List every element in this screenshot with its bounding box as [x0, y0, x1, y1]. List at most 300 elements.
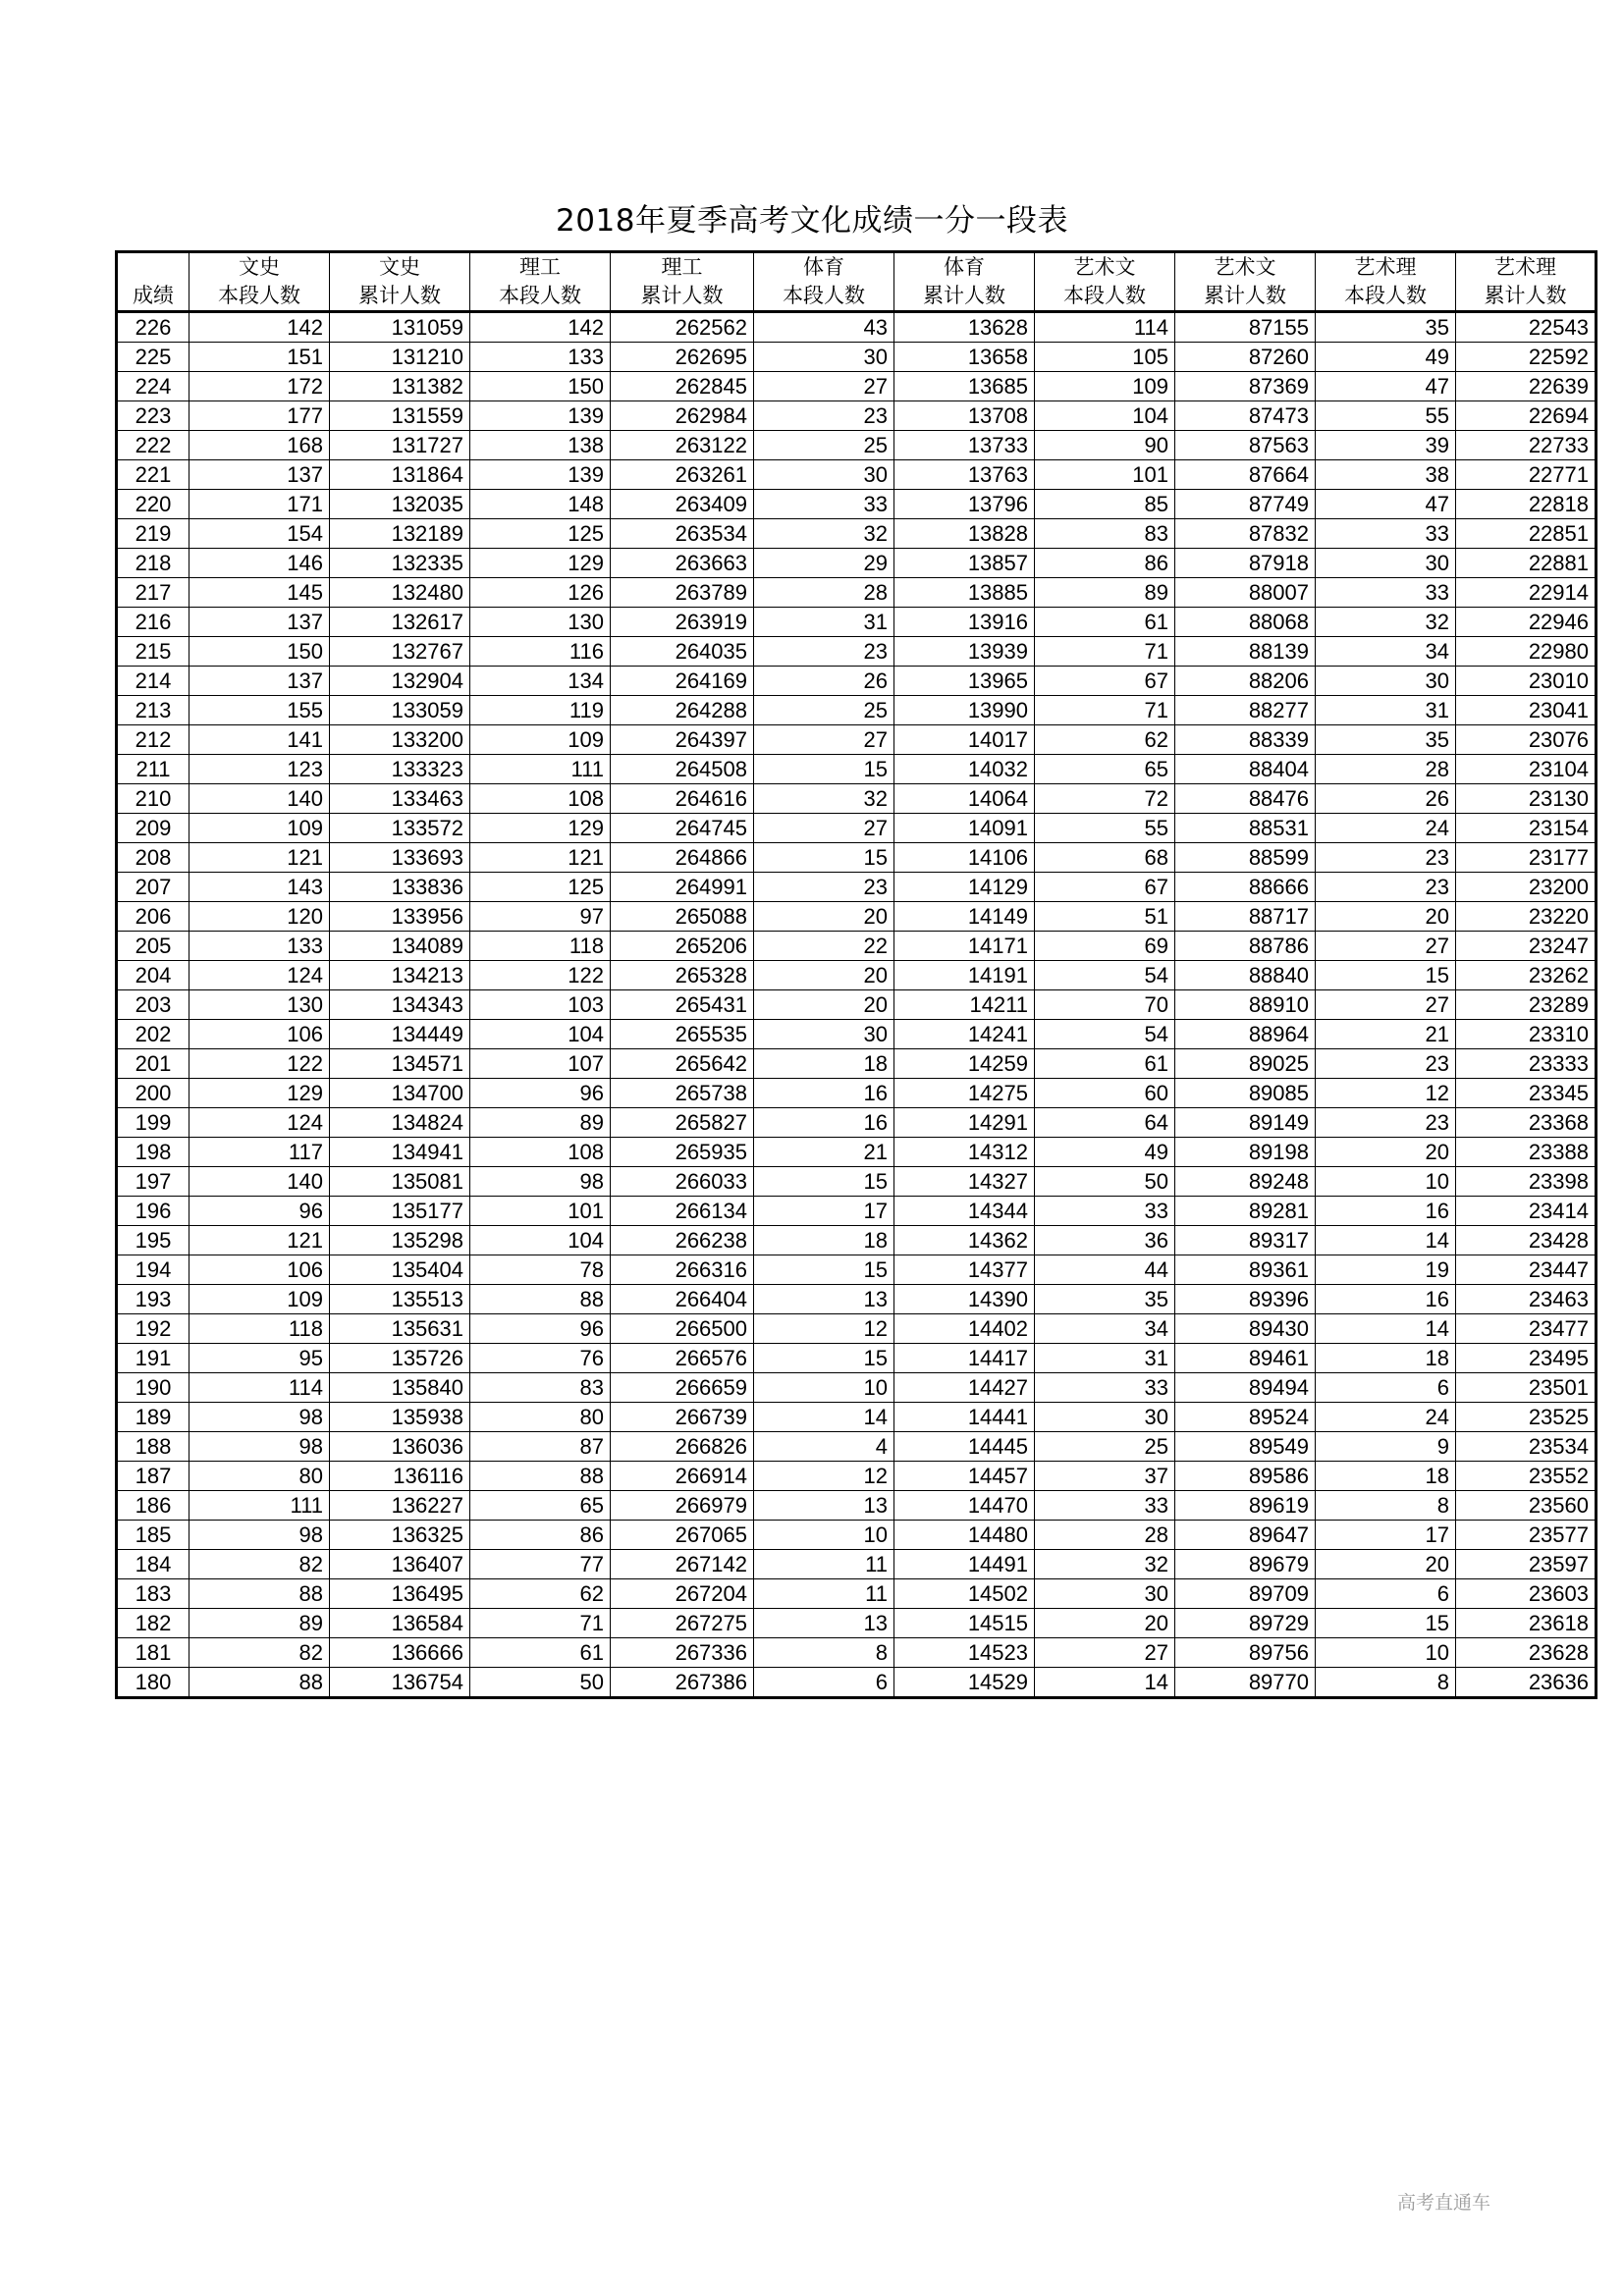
data-cell: 23560: [1456, 1491, 1597, 1521]
data-cell: 142: [189, 312, 330, 343]
data-cell: 14091: [894, 814, 1035, 843]
data-cell: 107: [470, 1049, 611, 1079]
data-cell: 129: [470, 549, 611, 578]
data-cell: 263663: [611, 549, 754, 578]
score-cell: 185: [117, 1521, 189, 1550]
score-cell: 184: [117, 1550, 189, 1579]
data-cell: 264169: [611, 667, 754, 696]
score-cell: 223: [117, 401, 189, 431]
data-cell: 64: [1035, 1108, 1175, 1138]
data-cell: 14064: [894, 784, 1035, 814]
data-cell: 133: [470, 343, 611, 372]
data-cell: 14149: [894, 902, 1035, 932]
data-cell: 265206: [611, 932, 754, 961]
score-cell: 187: [117, 1462, 189, 1491]
data-cell: 13763: [894, 460, 1035, 490]
data-cell: 30: [1316, 549, 1456, 578]
column-header-metric-1: 本段人数: [218, 284, 300, 307]
data-cell: 23: [754, 637, 894, 667]
data-cell: 88599: [1175, 843, 1316, 873]
data-cell: 266033: [611, 1167, 754, 1197]
data-cell: 69: [1035, 932, 1175, 961]
data-cell: 89149: [1175, 1108, 1316, 1138]
data-cell: 30: [1316, 667, 1456, 696]
data-cell: 132035: [330, 490, 470, 519]
data-cell: 32: [754, 519, 894, 549]
data-cell: 14259: [894, 1049, 1035, 1079]
data-cell: 22543: [1456, 312, 1597, 343]
data-cell: 264288: [611, 696, 754, 725]
data-cell: 121: [189, 1226, 330, 1255]
data-cell: 131864: [330, 460, 470, 490]
column-header-subject-3: 理工: [519, 255, 561, 279]
score-cell: 218: [117, 549, 189, 578]
data-cell: 16: [754, 1079, 894, 1108]
column-header-subject-0: [118, 253, 189, 282]
score-cell: 200: [117, 1079, 189, 1108]
data-cell: 86: [470, 1521, 611, 1550]
data-cell: 139: [470, 401, 611, 431]
data-cell: 12: [754, 1462, 894, 1491]
data-cell: 23577: [1456, 1521, 1597, 1550]
data-cell: 111: [189, 1491, 330, 1521]
column-header-subject-5: 体育: [803, 255, 844, 279]
data-cell: 17: [754, 1197, 894, 1226]
data-cell: 14: [754, 1403, 894, 1432]
data-cell: 96: [470, 1079, 611, 1108]
data-cell: 14502: [894, 1579, 1035, 1609]
data-cell: 4: [754, 1432, 894, 1462]
data-cell: 88531: [1175, 814, 1316, 843]
data-cell: 265827: [611, 1108, 754, 1138]
data-cell: 121: [189, 843, 330, 873]
data-cell: 83: [1035, 519, 1175, 549]
data-cell: 65: [1035, 755, 1175, 784]
data-cell: 89281: [1175, 1197, 1316, 1226]
data-cell: 122: [470, 961, 611, 990]
data-cell: 108: [470, 784, 611, 814]
data-cell: 265935: [611, 1138, 754, 1167]
data-cell: 51: [1035, 902, 1175, 932]
score-cell: 189: [117, 1403, 189, 1432]
column-header-2: [330, 252, 470, 312]
data-cell: 172: [189, 372, 330, 401]
data-cell: 13990: [894, 696, 1035, 725]
data-cell: 114: [189, 1373, 330, 1403]
column-header-metric-10: 累计人数: [1484, 284, 1567, 307]
data-cell: 136495: [330, 1579, 470, 1609]
score-cell: 186: [117, 1491, 189, 1521]
data-cell: 133836: [330, 873, 470, 902]
data-cell: 23076: [1456, 725, 1597, 755]
data-cell: 13628: [894, 312, 1035, 343]
data-cell: 88910: [1175, 990, 1316, 1020]
data-cell: 267065: [611, 1521, 754, 1550]
score-cell: 193: [117, 1285, 189, 1314]
column-header-metric-8: 累计人数: [1204, 284, 1286, 307]
data-cell: 154: [189, 519, 330, 549]
watermark-label: 高考直通车: [1397, 2192, 1491, 2214]
data-cell: 135081: [330, 1167, 470, 1197]
table-row: [117, 637, 1597, 667]
data-cell: 89317: [1175, 1226, 1316, 1255]
data-cell: 23200: [1456, 873, 1597, 902]
data-cell: 95: [189, 1344, 330, 1373]
data-cell: 11: [754, 1550, 894, 1579]
data-cell: 89: [189, 1609, 330, 1638]
data-cell: 13658: [894, 343, 1035, 372]
data-cell: 133323: [330, 755, 470, 784]
data-cell: 33: [1035, 1197, 1175, 1226]
data-cell: 31: [1035, 1344, 1175, 1373]
data-cell: 14312: [894, 1138, 1035, 1167]
data-cell: 49: [1316, 343, 1456, 372]
data-cell: 78: [470, 1255, 611, 1285]
data-cell: 23154: [1456, 814, 1597, 843]
data-cell: 85: [1035, 490, 1175, 519]
data-cell: 14: [1035, 1668, 1175, 1698]
data-cell: 97: [470, 902, 611, 932]
data-cell: 50: [470, 1668, 611, 1698]
data-cell: 88: [189, 1579, 330, 1609]
data-cell: 22946: [1456, 608, 1597, 637]
data-cell: 87918: [1175, 549, 1316, 578]
data-cell: 263789: [611, 578, 754, 608]
column-header-subject-8: 艺术文: [1214, 255, 1276, 279]
data-cell: 118: [470, 932, 611, 961]
data-cell: 13885: [894, 578, 1035, 608]
data-cell: 71: [1035, 696, 1175, 725]
data-cell: 60: [1035, 1079, 1175, 1108]
table-row: [117, 1285, 1597, 1314]
data-cell: 132189: [330, 519, 470, 549]
data-cell: 96: [189, 1197, 330, 1226]
score-cell: 204: [117, 961, 189, 990]
header-row: [117, 252, 1597, 312]
data-cell: 18: [1316, 1462, 1456, 1491]
table-row: [117, 725, 1597, 755]
data-cell: 141: [189, 725, 330, 755]
table-row: [117, 401, 1597, 431]
data-cell: 136227: [330, 1491, 470, 1521]
table-row: [117, 519, 1597, 549]
data-cell: 14275: [894, 1079, 1035, 1108]
data-cell: 62: [470, 1579, 611, 1609]
data-cell: 87: [470, 1432, 611, 1462]
data-cell: 23262: [1456, 961, 1597, 990]
table-row: [117, 1462, 1597, 1491]
data-cell: 136584: [330, 1609, 470, 1638]
data-cell: 90: [1035, 431, 1175, 460]
data-cell: 71: [1035, 637, 1175, 667]
data-cell: 54: [1035, 961, 1175, 990]
data-cell: 89430: [1175, 1314, 1316, 1344]
data-cell: 22639: [1456, 372, 1597, 401]
column-header-7: [1035, 252, 1175, 312]
data-cell: 17: [1316, 1521, 1456, 1550]
data-cell: 137: [189, 608, 330, 637]
data-cell: 105: [1035, 343, 1175, 372]
data-cell: 27: [1035, 1638, 1175, 1668]
column-header-metric-4: 累计人数: [640, 284, 724, 307]
data-cell: 27: [754, 814, 894, 843]
table-row: [117, 343, 1597, 372]
data-cell: 15: [1316, 961, 1456, 990]
data-cell: 36: [1035, 1226, 1175, 1255]
score-cell: 212: [117, 725, 189, 755]
data-cell: 14377: [894, 1255, 1035, 1285]
data-cell: 266316: [611, 1255, 754, 1285]
data-cell: 109: [1035, 372, 1175, 401]
score-cell: 202: [117, 1020, 189, 1049]
data-cell: 111: [470, 755, 611, 784]
data-cell: 33: [754, 490, 894, 519]
data-cell: 49: [1035, 1138, 1175, 1167]
data-cell: 23220: [1456, 902, 1597, 932]
data-cell: 109: [470, 725, 611, 755]
data-cell: 89361: [1175, 1255, 1316, 1285]
data-cell: 264035: [611, 637, 754, 667]
data-cell: 32: [1316, 608, 1456, 637]
table-row: [117, 696, 1597, 725]
data-cell: 133463: [330, 784, 470, 814]
data-cell: 13: [754, 1491, 894, 1521]
data-cell: 89770: [1175, 1668, 1316, 1698]
table-row: [117, 1638, 1597, 1668]
column-header-6: [894, 252, 1035, 312]
data-cell: 136666: [330, 1638, 470, 1668]
data-cell: 23041: [1456, 696, 1597, 725]
data-cell: 89025: [1175, 1049, 1316, 1079]
data-cell: 14529: [894, 1668, 1035, 1698]
data-cell: 11: [754, 1579, 894, 1609]
data-cell: 136116: [330, 1462, 470, 1491]
score-cell: 196: [117, 1197, 189, 1226]
table-row: [117, 1491, 1597, 1521]
data-cell: 14017: [894, 725, 1035, 755]
score-cell: 192: [117, 1314, 189, 1344]
data-cell: 89679: [1175, 1550, 1316, 1579]
score-cell: 211: [117, 755, 189, 784]
data-cell: 83: [470, 1373, 611, 1403]
data-cell: 129: [189, 1079, 330, 1108]
table-row: [117, 1668, 1597, 1698]
column-header-metric-3: 本段人数: [499, 284, 581, 307]
column-header-subject-10: 艺术理: [1494, 255, 1556, 279]
data-cell: 122: [189, 1049, 330, 1079]
data-cell: 96: [470, 1314, 611, 1344]
data-cell: 132904: [330, 667, 470, 696]
data-cell: 266659: [611, 1373, 754, 1403]
data-cell: 31: [1316, 696, 1456, 725]
data-cell: 55: [1035, 814, 1175, 843]
data-cell: 87260: [1175, 343, 1316, 372]
column-header-0: [117, 252, 189, 312]
data-cell: 61: [470, 1638, 611, 1668]
data-cell: 106: [189, 1255, 330, 1285]
table-row: [117, 1403, 1597, 1432]
data-cell: 55: [1316, 401, 1456, 431]
data-cell: 134941: [330, 1138, 470, 1167]
data-cell: 33: [1035, 1373, 1175, 1403]
score-table-container: [115, 250, 1589, 1699]
data-cell: 16: [1316, 1285, 1456, 1314]
page-title: 2018年夏季高考文化成绩一分一段表: [556, 203, 1068, 239]
data-cell: 135177: [330, 1197, 470, 1226]
data-cell: 131210: [330, 343, 470, 372]
data-cell: 30: [1035, 1579, 1175, 1609]
score-cell: 197: [117, 1167, 189, 1197]
data-cell: 14427: [894, 1373, 1035, 1403]
data-cell: 146: [189, 549, 330, 578]
data-cell: 65: [470, 1491, 611, 1521]
data-cell: 54: [1035, 1020, 1175, 1049]
data-cell: 19: [1316, 1255, 1456, 1285]
table-row: [117, 549, 1597, 578]
column-header-subject-7: 艺术文: [1073, 255, 1136, 279]
score-cell: 182: [117, 1609, 189, 1638]
data-cell: 98: [189, 1521, 330, 1550]
table-row: [117, 1049, 1597, 1079]
data-cell: 72: [1035, 784, 1175, 814]
data-cell: 10: [754, 1373, 894, 1403]
data-cell: 23: [1316, 873, 1456, 902]
table-row: [117, 1344, 1597, 1373]
data-cell: 20: [754, 990, 894, 1020]
data-cell: 120: [189, 902, 330, 932]
data-cell: 266134: [611, 1197, 754, 1226]
data-cell: 25: [1035, 1432, 1175, 1462]
data-cell: 104: [470, 1226, 611, 1255]
data-cell: 134: [470, 667, 611, 696]
column-header-metric-9: 本段人数: [1344, 284, 1427, 307]
data-cell: 133059: [330, 696, 470, 725]
data-cell: 133572: [330, 814, 470, 843]
data-cell: 136325: [330, 1521, 470, 1550]
table-row: [117, 490, 1597, 519]
table-row: [117, 431, 1597, 460]
column-header-9: [1316, 252, 1456, 312]
data-cell: 22818: [1456, 490, 1597, 519]
data-cell: 34: [1316, 637, 1456, 667]
data-cell: 23247: [1456, 932, 1597, 961]
data-cell: 14171: [894, 932, 1035, 961]
score-cell: 219: [117, 519, 189, 549]
data-cell: 88: [189, 1668, 330, 1698]
data-cell: 15: [754, 1344, 894, 1373]
data-cell: 134571: [330, 1049, 470, 1079]
data-cell: 39: [1316, 431, 1456, 460]
data-cell: 89619: [1175, 1491, 1316, 1521]
data-cell: 14: [1316, 1226, 1456, 1255]
data-cell: 135298: [330, 1226, 470, 1255]
data-cell: 88: [470, 1462, 611, 1491]
data-cell: 15: [754, 1167, 894, 1197]
data-cell: 8: [1316, 1491, 1456, 1521]
data-cell: 14129: [894, 873, 1035, 902]
data-cell: 133: [189, 932, 330, 961]
data-cell: 14211: [894, 990, 1035, 1020]
data-cell: 131059: [330, 312, 470, 343]
data-cell: 61: [1035, 608, 1175, 637]
data-cell: 23463: [1456, 1285, 1597, 1314]
data-cell: 133693: [330, 843, 470, 873]
data-cell: 23636: [1456, 1668, 1597, 1698]
table-row: [117, 1020, 1597, 1049]
data-cell: 135631: [330, 1314, 470, 1344]
data-cell: 88964: [1175, 1020, 1316, 1049]
score-cell: 224: [117, 372, 189, 401]
data-cell: 6: [1316, 1579, 1456, 1609]
data-cell: 130: [189, 990, 330, 1020]
table-row: [117, 1609, 1597, 1638]
data-cell: 89586: [1175, 1462, 1316, 1491]
table-row: [117, 460, 1597, 490]
data-cell: 61: [1035, 1049, 1175, 1079]
data-cell: 98: [189, 1403, 330, 1432]
score-cell: 209: [117, 814, 189, 843]
data-cell: 23525: [1456, 1403, 1597, 1432]
data-cell: 143: [189, 873, 330, 902]
data-cell: 87563: [1175, 431, 1316, 460]
data-cell: 14390: [894, 1285, 1035, 1314]
column-header-10: [1456, 252, 1597, 312]
column-header-8: [1175, 252, 1316, 312]
data-cell: 108: [470, 1138, 611, 1167]
data-cell: 23130: [1456, 784, 1597, 814]
table-row: [117, 961, 1597, 990]
data-cell: 27: [1316, 932, 1456, 961]
data-cell: 71: [470, 1609, 611, 1638]
data-cell: 265088: [611, 902, 754, 932]
data-cell: 267336: [611, 1638, 754, 1668]
data-cell: 23289: [1456, 990, 1597, 1020]
score-cell: 215: [117, 637, 189, 667]
data-cell: 133200: [330, 725, 470, 755]
data-cell: 15: [754, 755, 894, 784]
data-cell: 135840: [330, 1373, 470, 1403]
data-cell: 136407: [330, 1550, 470, 1579]
data-cell: 266826: [611, 1432, 754, 1462]
data-cell: 135513: [330, 1285, 470, 1314]
data-cell: 23: [1316, 843, 1456, 873]
data-cell: 264745: [611, 814, 754, 843]
data-cell: 88786: [1175, 932, 1316, 961]
data-cell: 126: [470, 578, 611, 608]
data-cell: 21: [1316, 1020, 1456, 1049]
data-cell: 89709: [1175, 1579, 1316, 1609]
column-header-subject-4: 理工: [661, 255, 703, 279]
table-row: [117, 1521, 1597, 1550]
data-cell: 16: [754, 1108, 894, 1138]
data-cell: 88717: [1175, 902, 1316, 932]
data-cell: 139: [470, 460, 611, 490]
data-cell: 89549: [1175, 1432, 1316, 1462]
data-cell: 265738: [611, 1079, 754, 1108]
data-cell: 35: [1316, 312, 1456, 343]
data-cell: 136754: [330, 1668, 470, 1698]
table-row: [117, 1167, 1597, 1197]
score-cell: 216: [117, 608, 189, 637]
data-cell: 104: [1035, 401, 1175, 431]
data-cell: 25: [754, 431, 894, 460]
data-cell: 123: [189, 755, 330, 784]
data-cell: 26: [1316, 784, 1456, 814]
data-cell: 14241: [894, 1020, 1035, 1049]
score-cell: 226: [117, 312, 189, 343]
data-cell: 132617: [330, 608, 470, 637]
column-header-3: [470, 252, 611, 312]
